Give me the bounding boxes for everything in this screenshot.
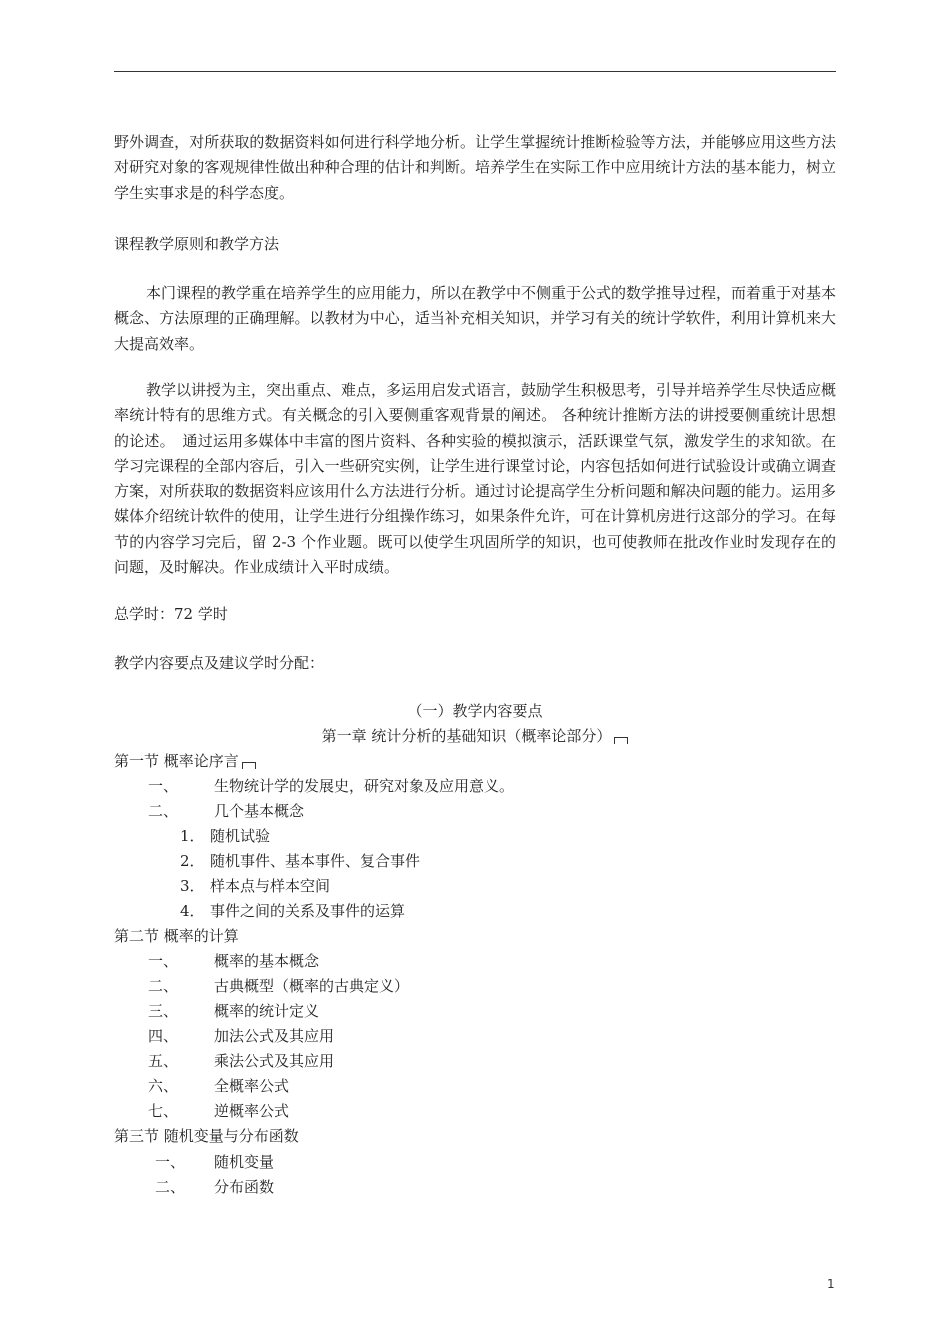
item-text: 古典概型（概率的古典定义） — [214, 977, 410, 995]
outline-item — [148, 1000, 319, 1022]
outline-item — [148, 1100, 289, 1122]
outline-subitem — [180, 875, 330, 897]
item-number: 三、 — [148, 1002, 179, 1020]
item-text: 生物统计学的发展史，研究对象及应用意义。 — [214, 777, 515, 795]
item-number: 一、 — [148, 777, 179, 795]
subitem-number: 4． — [180, 902, 205, 920]
total-hours: 总学时：72 学时 — [114, 605, 228, 623]
subitem-number: 3． — [180, 877, 205, 895]
outline-item — [148, 950, 319, 972]
item-number: 七、 — [148, 1102, 179, 1120]
item-number: 六、 — [148, 1077, 179, 1095]
outline-item — [148, 800, 304, 822]
intro-paragraph-3: 教学以讲授为主，突出重点、难点，多运用启发式语言，鼓励学生积极思考，引导并培养学生尽快适应概率统计特有的思维方式。有关概念的引入要侧重客观背景的阐述。 各种统计推断方法的讲授要侧重统计思想的论述。 通过运用多媒体中丰富的图片资料、各种实验的模拟演示，活跃课堂气氛，激发学生的求知欲。在学习完课程的全部内容后，引入一些研究实例，让学生进行课堂讨论，内容包括如何进行试验设计或确立调查方案，对所获取的数据资料应该用什么方法进行分析。通过讨论提高学生分析问题和解决问题的能力。运用多媒体介绍统计软件的使用，让学生进行分组操作练习，如果条件允许，可在计算机房进行这部分的学习。在每节的内容学习完后，留 2-3 个作业题。既可以使学生巩固所学的知识，也可使教师在批改作业时发现存在的问题，及时解决。作业成绩计入平时成绩。 — [114, 381, 837, 577]
outline-subitem — [180, 900, 405, 922]
allocation-heading: 教学内容要点及建议学时分配： — [114, 654, 325, 672]
outline-item — [148, 775, 514, 797]
bracket-mark-icon — [614, 737, 628, 744]
item-text: 逆概率公式 — [214, 1102, 290, 1120]
subitem-text: 样本点与样本空间 — [210, 877, 331, 895]
section-1-title — [114, 750, 256, 772]
intro-paragraph-2: 本门课程的教学重在培养学生的应用能力，所以在教学中不侧重于公式的数学推导过程，而着重于对基本概念、方法原理的正确理解。以教材为中心，适当补充相关知识，并学习有关的统计学软件，利用计算机来大大提高效率。 — [114, 284, 837, 353]
item-number: 二、 — [148, 802, 179, 820]
outline-item — [148, 1025, 334, 1047]
outline-subitem — [180, 825, 270, 847]
item-number: 四、 — [148, 1027, 179, 1045]
section-3-title: 第三节 随机变量与分布函数 — [114, 1127, 299, 1145]
item-number: 一、 — [148, 952, 179, 970]
outline-item — [155, 1176, 274, 1198]
outline-item — [148, 1050, 334, 1072]
bracket-mark-icon — [242, 762, 256, 769]
item-number: 二、 — [148, 977, 179, 995]
item-text: 随机变量 — [214, 1153, 275, 1171]
chapter-title — [114, 725, 836, 747]
intro-paragraph-1: 野外调查，对所获取的数据资料如何进行科学地分析。让学生掌握统计推断检验等方法，并能够应用这些方法对研究对象的客观规律性做出种种合理的估计和判断。培养学生在实际工作中应用统计方法的基本能力，树立学生实事求是的科学态度。 — [114, 133, 836, 202]
item-text: 加法公式及其应用 — [214, 1027, 335, 1045]
subitem-text: 随机事件、基本事件、复合事件 — [210, 852, 421, 870]
header-rule — [114, 71, 836, 72]
item-text: 概率的基本概念 — [214, 952, 320, 970]
section-1-title-text: 第一节 概率论序言 — [114, 752, 239, 770]
chapter-title-text: 第一章 统计分析的基础知识（概率论部分） — [321, 727, 612, 745]
part-title: （一）教学内容要点 — [407, 702, 543, 720]
subitem-text: 事件之间的关系及事件的运算 — [210, 902, 406, 920]
subitem-text: 随机试验 — [210, 827, 271, 845]
outline-item — [155, 1151, 274, 1173]
subitem-number: 1． — [180, 827, 205, 845]
subitem-number: 2． — [180, 852, 205, 870]
outline-subitem — [180, 850, 420, 872]
item-text: 几个基本概念 — [214, 802, 305, 820]
section-2-title: 第二节 概率的计算 — [114, 927, 239, 945]
item-number: 五、 — [148, 1052, 179, 1070]
item-number: 一、 — [155, 1153, 186, 1171]
outline-item — [148, 975, 409, 997]
item-text: 分布函数 — [214, 1178, 275, 1196]
item-text: 乘法公式及其应用 — [214, 1052, 335, 1070]
item-text: 全概率公式 — [214, 1077, 290, 1095]
outline-item — [148, 1075, 289, 1097]
page-number: 1 — [827, 1277, 835, 1291]
item-number: 二、 — [155, 1178, 186, 1196]
item-text: 概率的统计定义 — [214, 1002, 320, 1020]
section-heading-teaching-principles: 课程教学原则和教学方法 — [114, 235, 280, 253]
